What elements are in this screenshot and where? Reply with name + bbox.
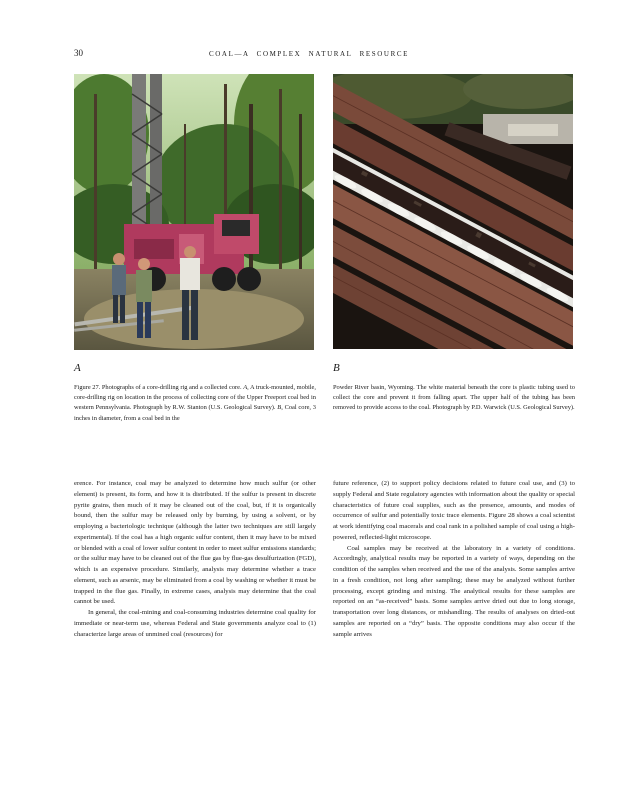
paragraph: erence. For instance, coal may be analyzed to determine how much sulfur (or other element) is present, its form, and how it is distributed. If the sulfur is present in discrete pyrite grains, then much of it may be cleaned out of the coal, but, if it is organically bound, then the sulfur may be released only by burning, by using a solvent, or by employing a bacteriologic technique (although the latter two techniques are still largely experimental). If the coal has a high organic sulfur content, then it may have to be mixed or blended with a coal of lower sulfur content in order to meet sulfur emissions standards; or the sulfur may have to be cleaned out of the flue gas by flue-gas desulfurization (FGD), which is an expensive procedure. Similarly, analysis may determine whether a trace element, such as arsenic, may be eliminated from a coal by washing or whether it must be trapped in the flue gas. Finally, in extreme cases, analysis may determine that the coal cannot be used. [74, 480, 316, 606]
body-column-right [333, 479, 575, 640]
caption-lead: Figure 27. Photographs of a core-drilling rig and a collected core. [74, 384, 244, 391]
caption-continuation: Powder River basin, Wyoming. The white material beneath the core is plastic tubing used to collect the core and prevent it from falling apart. The upper half of the tubing has been removed to provide access to the coal. Photograph by P.D. Warwick (U.S. Geological Survey). [333, 384, 575, 412]
figure-caption-right [333, 383, 575, 414]
paragraph: future reference, (2) to support policy decisions related to future coal use, and (3) to supply Federal and State regulatory agencies with information about the quality or special characteristics of future coal supplies, such as the presence, amounts, and modes of occurrence of sulfur and potentially toxic trace elements. Figure 28 shows a coal scientist at work identifying coal macerals and coal rank in a polished sample of coal using a high-powered, reflected-light microscope. [333, 480, 575, 541]
paragraph: In general, the coal-mining and coal-consuming industries determine coal quality for immediate or near-term use, whereas Federal and State governments analyze coal to (1) characterize large areas of unmined coal (resources) for [74, 609, 316, 638]
page-number: 30 [74, 48, 83, 58]
body-column-left [74, 479, 316, 640]
photo-drilling-rig [74, 74, 314, 350]
panel-label-b: B [333, 362, 340, 374]
running-head: COAL—A COMPLEX NATURAL RESOURCE [209, 50, 409, 58]
caption-panel-a-ref: A [243, 384, 248, 391]
caption-panel-a-text: , A truck-mounted, mobile, core-drilling rig on location in the process of collecting core of the Upper Freeport coal bed in western Pennsylvania. Photograph by R.W. Stanton (U.S. Geological Survey). [74, 384, 316, 412]
panel-label-a: A [74, 362, 81, 374]
photo-coal-core [333, 74, 573, 349]
paragraph: Coal samples may be received at the laboratory in a variety of conditions. Accordingly, analytical results may be reported in a variety of ways, depending on the condition of the samples when received and the use of the analysis. Some samples arrive in a fresh condition, not long after sampling; these may be analyzed without further processing, except grinding and mixing. The analytical results for these samples are reported on an “as-received” basis. Some samples arrive dried out due to long storage, transportation over long distances, or mishandling. The results of analyses on dried-out samples are reported on a “dry” basis. The opposite conditions may also occur if the sample arrives [333, 544, 575, 638]
caption-panel-b-text: , Coal core, 3 inches in diameter, from a coal bed in the [74, 404, 317, 422]
caption-panel-b-ref: B [277, 404, 282, 412]
figure-caption-left [74, 383, 316, 424]
